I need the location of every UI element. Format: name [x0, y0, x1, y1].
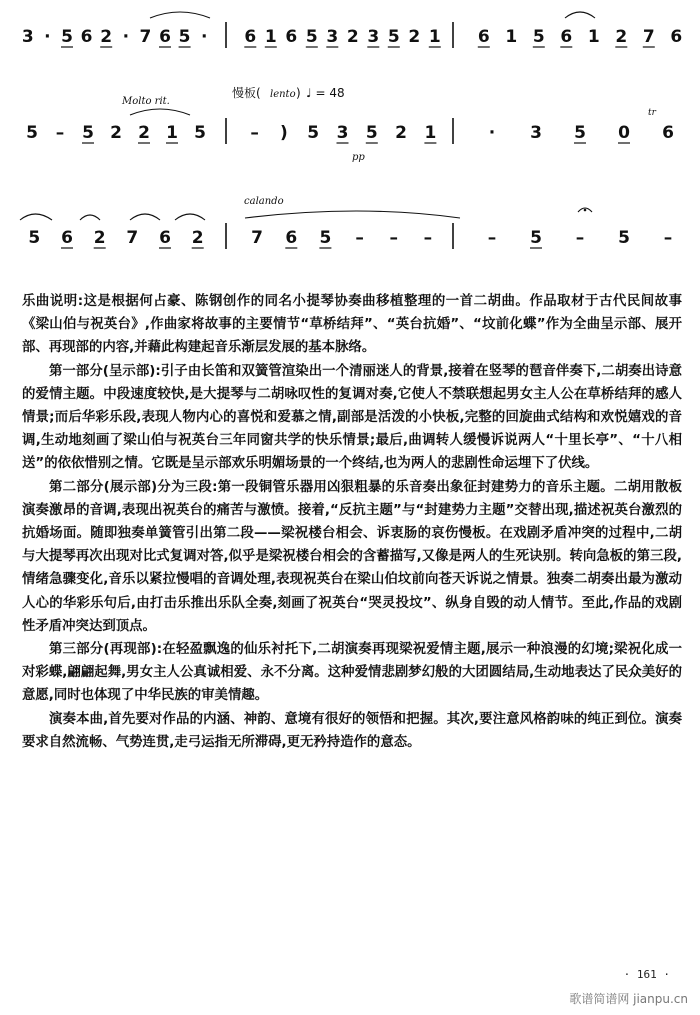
score-note: 5	[530, 228, 542, 248]
score-note: 5	[365, 123, 378, 143]
score-note: 1	[428, 27, 441, 47]
score-note: –	[355, 228, 364, 248]
score-note: 5	[178, 27, 191, 47]
score-note: 6	[670, 27, 683, 47]
paragraph-intro	[22, 290, 682, 360]
score-note: 1	[424, 123, 437, 143]
tempo-lento-it: lento	[270, 89, 296, 100]
score-note: 7	[642, 27, 655, 47]
score-note: 1	[505, 27, 518, 47]
score-note: 5	[574, 123, 586, 143]
score-note: 6	[244, 27, 257, 47]
trill-mark: tr	[648, 108, 656, 118]
score-note: 3	[530, 123, 542, 143]
score-note: 1	[264, 27, 277, 47]
score-note: 6	[560, 27, 573, 47]
intro-label: 乐曲说明:	[22, 294, 84, 309]
score-note: 5	[532, 27, 545, 47]
score-note: 2	[408, 27, 421, 47]
tempo-calando: calando	[244, 196, 284, 207]
score-note: 5	[307, 123, 320, 143]
paragraph-performance: 演奏本曲,首先要对作品的内涵、神韵、意境有很好的领悟和把握。其次,要注意风格韵味的纯正到位。演奏要求自然流畅、气势连贯,走弓运指无所滞碍,更无矜持造作的意态。	[22, 711, 682, 750]
page-number: · 161 ·	[623, 968, 670, 981]
score-note: 6	[61, 228, 73, 248]
watermark: 歌谱简谱网 jianpu.cn	[569, 992, 688, 1006]
score-notes	[22, 27, 682, 248]
score-note: 6	[159, 228, 171, 248]
score-note: –	[663, 228, 673, 248]
score-note: 2	[138, 123, 150, 143]
score-note: –	[389, 228, 399, 248]
paragraph-part-two: 第二部分(展示部)分为三段:第一段铜管乐器用凶狠粗暴的乐音奏出象征封建势力的音乐主题。二胡用散板演奏激昂的音调,表现出祝英台的痛苦与激愤。接着,“反抗主题”与“封建势力主题”交替出现,描述祝英台激烈的抗婚场面。随即独奏单簧管引出第二段——梁祝楼台相会、诉衷肠的哀伤慢板。在戏剧矛盾冲突的过程中,二胡与大提琴再次出现对比式复调对答,似乎是梁祝楼台相会的含蓄描写,又像是两人的生死诀别。转向急板的第三段,情绪急骤变化,音乐以紧拉慢唱的音调处理,表现祝英台在梁山伯坟前向苍天诉说之情景。独奏二胡奏出最为激动人心的华彩乐句后,由打击乐推出乐队全奏,刻画了祝英台“哭灵投坟”、纵身自毁的动人情节。至此,作品的戏剧性矛盾冲突达到顶点。	[22, 479, 682, 634]
slur	[130, 214, 160, 220]
score-note: 6	[285, 228, 298, 248]
article-body	[22, 290, 682, 754]
score-note: 3	[21, 27, 34, 47]
fermata-dot	[584, 209, 587, 212]
music-score	[0, 0, 700, 260]
score-note: 5	[194, 123, 206, 143]
score-note: 3	[336, 123, 349, 143]
score-note: –	[487, 228, 497, 248]
score-note: 2	[615, 27, 628, 47]
score-note: –	[423, 228, 433, 248]
metronome-mark: ♩ = 48	[306, 86, 345, 100]
score-note: 1	[166, 123, 178, 143]
slur	[20, 214, 52, 220]
slur	[150, 12, 210, 18]
score-note: 6	[662, 123, 674, 143]
score-note: 0	[618, 123, 630, 143]
score-note: 7	[126, 228, 139, 248]
slur	[565, 12, 595, 18]
tempo-molto-rit: Molto rit.	[122, 96, 170, 107]
score-note: 2	[191, 228, 204, 248]
score-note: )	[280, 123, 288, 143]
score-note: 5	[28, 228, 41, 248]
tempo-lento-zh: 慢板(	[232, 86, 261, 100]
paragraph-part-one: 第一部分(呈示部):引子由长笛和双簧管渲染出一个清丽迷人的背景,接着在竖琴的琶音伴奏下,二胡奏出诗意的爱情主题。中段速度较快,是大提琴与二胡咏叹性的复调对奏,它使人不禁联想起男女主人公在草桥结拜的感人情景;而后华彩乐段,表现人物内心的喜悦和爱慕之情,副部是活泼的小快板,完整的回旋曲式结构和欢悦嬉戏的音调,生动地刻画了梁山伯与祝英台三年同窗共学的快乐情景;最后,曲调转人缓慢诉说两人“十里长亭”、“十八相送”的依依惜别之情。它既是呈示部欢乐明媚场景的一个终结,也为两人的悲剧性命运埋下了伏线。	[22, 363, 682, 472]
score-note: 5	[387, 27, 400, 47]
score-note: –	[55, 123, 65, 143]
score-note: 5	[305, 27, 318, 47]
score-note: 5	[319, 228, 332, 248]
score-note: 6	[477, 27, 490, 47]
score-note: 2	[100, 27, 113, 47]
slur-long	[245, 211, 460, 218]
score-note: 2	[395, 123, 408, 143]
slur	[175, 214, 205, 220]
score-note: ·	[122, 27, 130, 47]
score-note: –	[250, 123, 259, 143]
score-note: 2	[93, 228, 106, 248]
score-note: 7	[251, 228, 264, 248]
score-note: 6	[285, 27, 298, 47]
score-note: 5	[82, 123, 94, 143]
score-note: ·	[44, 27, 51, 47]
score-note: 2	[346, 27, 359, 47]
score-note: 1	[587, 27, 600, 47]
score-note: 7	[139, 27, 152, 47]
slur	[80, 215, 100, 220]
score-note: ·	[488, 123, 496, 143]
score-note: 5	[618, 228, 630, 248]
slur	[130, 109, 190, 115]
score-note: 6	[80, 27, 93, 47]
score-note: 6	[159, 27, 171, 47]
dynamic-pp: pp	[352, 152, 365, 163]
intro-text: 这是根据何占豪、陈钢创作的同名小提琴协奏曲移植整理的一首二胡曲。作品取材于古代民间故事《梁山伯与祝英台》,作曲家将故事的主要情节“草桥结拜”、“英台抗婚”、“坟前化蝶”作为全曲呈示部、展开部、再现部的内容,并藉此构建起音乐渐层发展的基本脉络。	[22, 294, 683, 356]
score-note: 3	[326, 27, 339, 47]
score-note: 3	[367, 27, 380, 47]
score-note: 5	[61, 27, 73, 47]
score-note: 2	[110, 123, 122, 143]
score-note: ·	[200, 27, 208, 47]
score-note: –	[575, 228, 585, 248]
score-svg	[0, 0, 700, 260]
score-note: 5	[26, 123, 38, 143]
tempo-close: )	[296, 86, 301, 100]
paragraph-part-three: 第三部分(再现部):在轻盈飘逸的仙乐衬托下,二胡演奏再现梁祝爱情主题,展示一种浪漫的幻境;梁祝化成一对彩蝶,翩翩起舞,男女主人公真诚相爱、永不分离。这种爱情悲剧梦幻般的大团圆结局,生动地表达了民众美好的意愿,同时也体现了中华民族的审美情趣。	[22, 642, 682, 704]
